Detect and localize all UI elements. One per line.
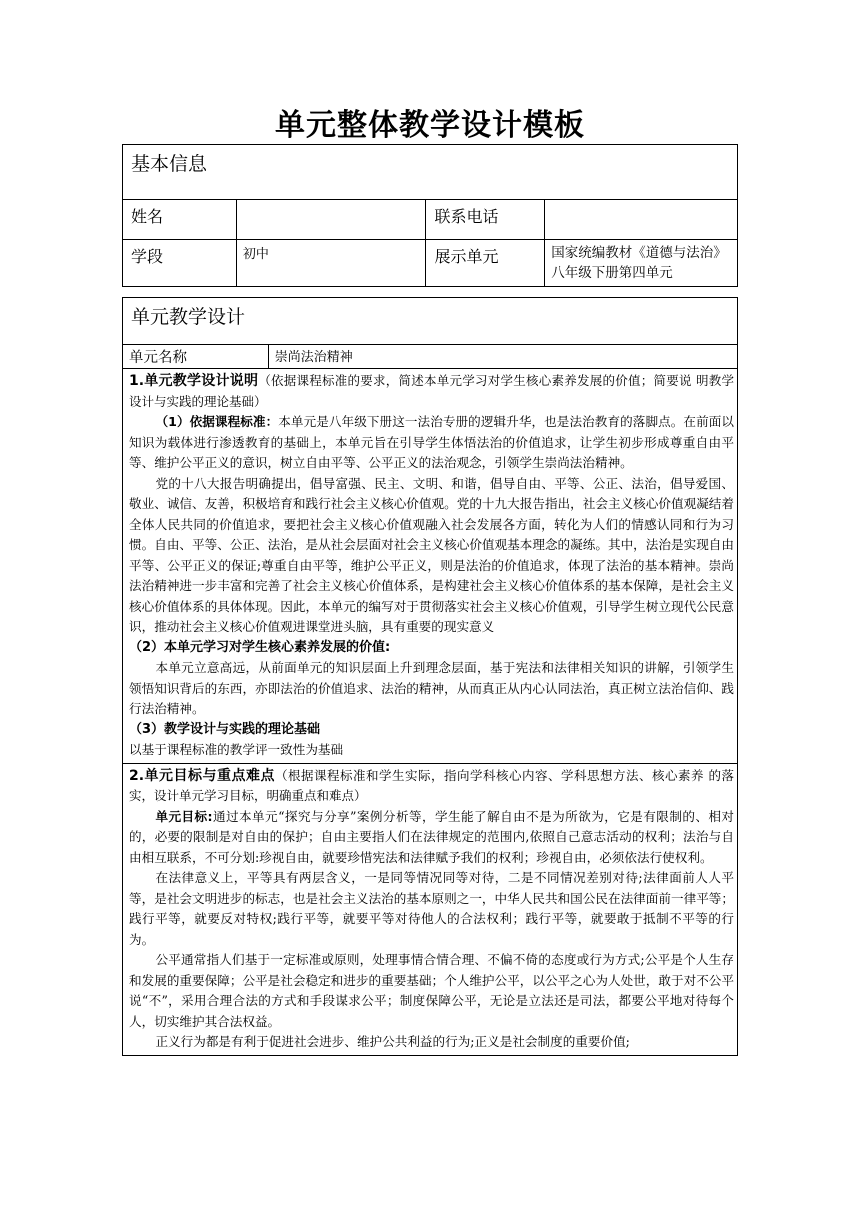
unit-design-table xyxy=(122,297,738,1056)
equality-para: 在法律意义上，平等具有两层含义，一是同等情况同等对待，二是不同情况差别对待;法律面前人人平等，是社会文明进步的标志，也是社会主义法治的基本原则之一，中华人民共和国公民在法律面前一律平等；践行平等，就要反对特权;践行平等，就要平等对待他人的合法权利；践行平等，就要敢于抵制不平等的行为。 xyxy=(129,870,734,947)
stage-value: 初中 xyxy=(236,240,426,287)
fairness-para: 公平通常指人们基于一定标准或原则，处理事情合情合理、不偏不倚的态度或行为方式;公平是个人生存和发展的重要保障；公平是社会稳定和进步的重要基础；个人维护公平，以公平之心为人处世，敢于对不公平说“不”，采用合理合法的方式和手段谋求公平；制度保障公平，无论是立法还是司法，都要公平地对待每个人，切实维护其合法权益。 xyxy=(129,952,734,1029)
justice-para: 正义行为都是有利于促进社会进步、维护公共利益的行为;正义是社会制度的重要价值; xyxy=(155,1034,630,1049)
unit-value: 国家统编教材《道德与法治》八年级下册第四单元 xyxy=(545,240,738,287)
section2-title: 2.单元目标与重点难点 xyxy=(129,767,276,784)
sub3-text: 以基于课程标准的教学评一致性为基础 xyxy=(129,742,344,757)
name-label: 姓名 xyxy=(123,200,237,240)
section1-para2: 党的十八大报告明确提出，倡导富强、民主、文明、和谐，倡导自由、平等、公正、法治，倡导爱国、敬业、诚信、友善，积极培育和践行社会主义核心价值观。党的十九大报告指出，社会主义核心价值观凝结着全体人民共同的价值追求，要把社会主义核心价值观融入社会发展各方面，转化为人们的情感认同和行为习惯。自由、平等、公正、法治，是从社会层面对社会主义核心价值观基本理念的凝练。其中，法治是实现自由平等、公平正义的保证;尊重自由平等，维护公平正义，则是法治的价值追求，体现了法治的基本精神。崇尚法治精神进一步丰富和完善了社会主义核心价值体系，是构建社会主义核心价值体系的基本保障，是社会主义核心价值体系的具体体现。因此，本单元的编写对于贯彻落实社会主义核心价值观，引导学生树立现代公民意识，推动社会主义核心价值观进课堂进头脑，具有重要的现实意义 xyxy=(129,475,734,634)
unit-design-header: 单元教学设计 xyxy=(123,298,738,345)
unit-name-label: 单元名称 xyxy=(123,345,269,369)
name-value-cell[interactable] xyxy=(236,200,426,240)
basic-info-table xyxy=(122,144,738,287)
section-design-explanation xyxy=(123,369,738,764)
goal-text: 通过本单元“探究与分享”案例分析等，学生能了解自由不是为所欲为，它是有限制的、相对的，必要的限制是对自由的保护；自由主要指人们在法律规定的范围内,依照自己意志活动的权利；法治与自由相互联系，不可分划:珍视自由，就要珍惜宪法和法律赋予我们的权利；珍视自由，必须依法行使权利。 xyxy=(129,808,734,865)
sub1-title: （1）依据课程标准： xyxy=(155,414,279,429)
sub2-text: 本单元立意高远，从前面单元的知识层面上升到理念层面，基于宪法和法律相关知识的讲解，引领学生领悟知识背后的东西，亦即法治的价值追求、法治的精神，从而真正从内心认同法治，真正树立法治信仰、践行法治精神。 xyxy=(129,660,734,716)
stage-label: 学段 xyxy=(123,240,237,287)
section2-note: （根据课程标准和学生实际，指向学科核心内容、学科思想方法、核心素养 的落实，设计单元学习目标，明确重点和难点） xyxy=(129,767,735,803)
phone-label: 联系电话 xyxy=(426,200,545,240)
document-title: 单元整体教学设计模板 xyxy=(275,108,585,143)
sub2-title: （2）本单元学习对学生核心素养发展的价值: xyxy=(129,639,391,655)
section1-note: （依据课程标准的要求，简述本单元学习对学生核心素养发展的价值；简要说 明教学设计与实践的理论基础） xyxy=(129,373,734,409)
section1-title: 1.单元教学设计说明 xyxy=(129,373,259,389)
section-goals xyxy=(123,763,738,1055)
goal-label: 单元目标: xyxy=(155,808,213,824)
basic-info-header: 基本信息 xyxy=(123,145,738,200)
sub1-text: 本单元是八年级下册这一法治专册的逻辑升华，也是法治教育的落脚点。在前面以知识为载体进行渗透教育的基础上，本单元旨在引导学生体悟法治的价值追求，让学生初步形成尊重自由平等、维护公平正义的意识，树立自由平等、公平正义的法治观念，引领学生崇尚法治精神。 xyxy=(129,414,735,470)
unit-name-value: 崇尚法治精神 xyxy=(268,345,737,369)
sub3-title: （3）教学设计与实践的理论基础 xyxy=(129,721,321,737)
unit-label: 展示单元 xyxy=(426,240,545,287)
phone-value-cell[interactable] xyxy=(545,200,738,240)
